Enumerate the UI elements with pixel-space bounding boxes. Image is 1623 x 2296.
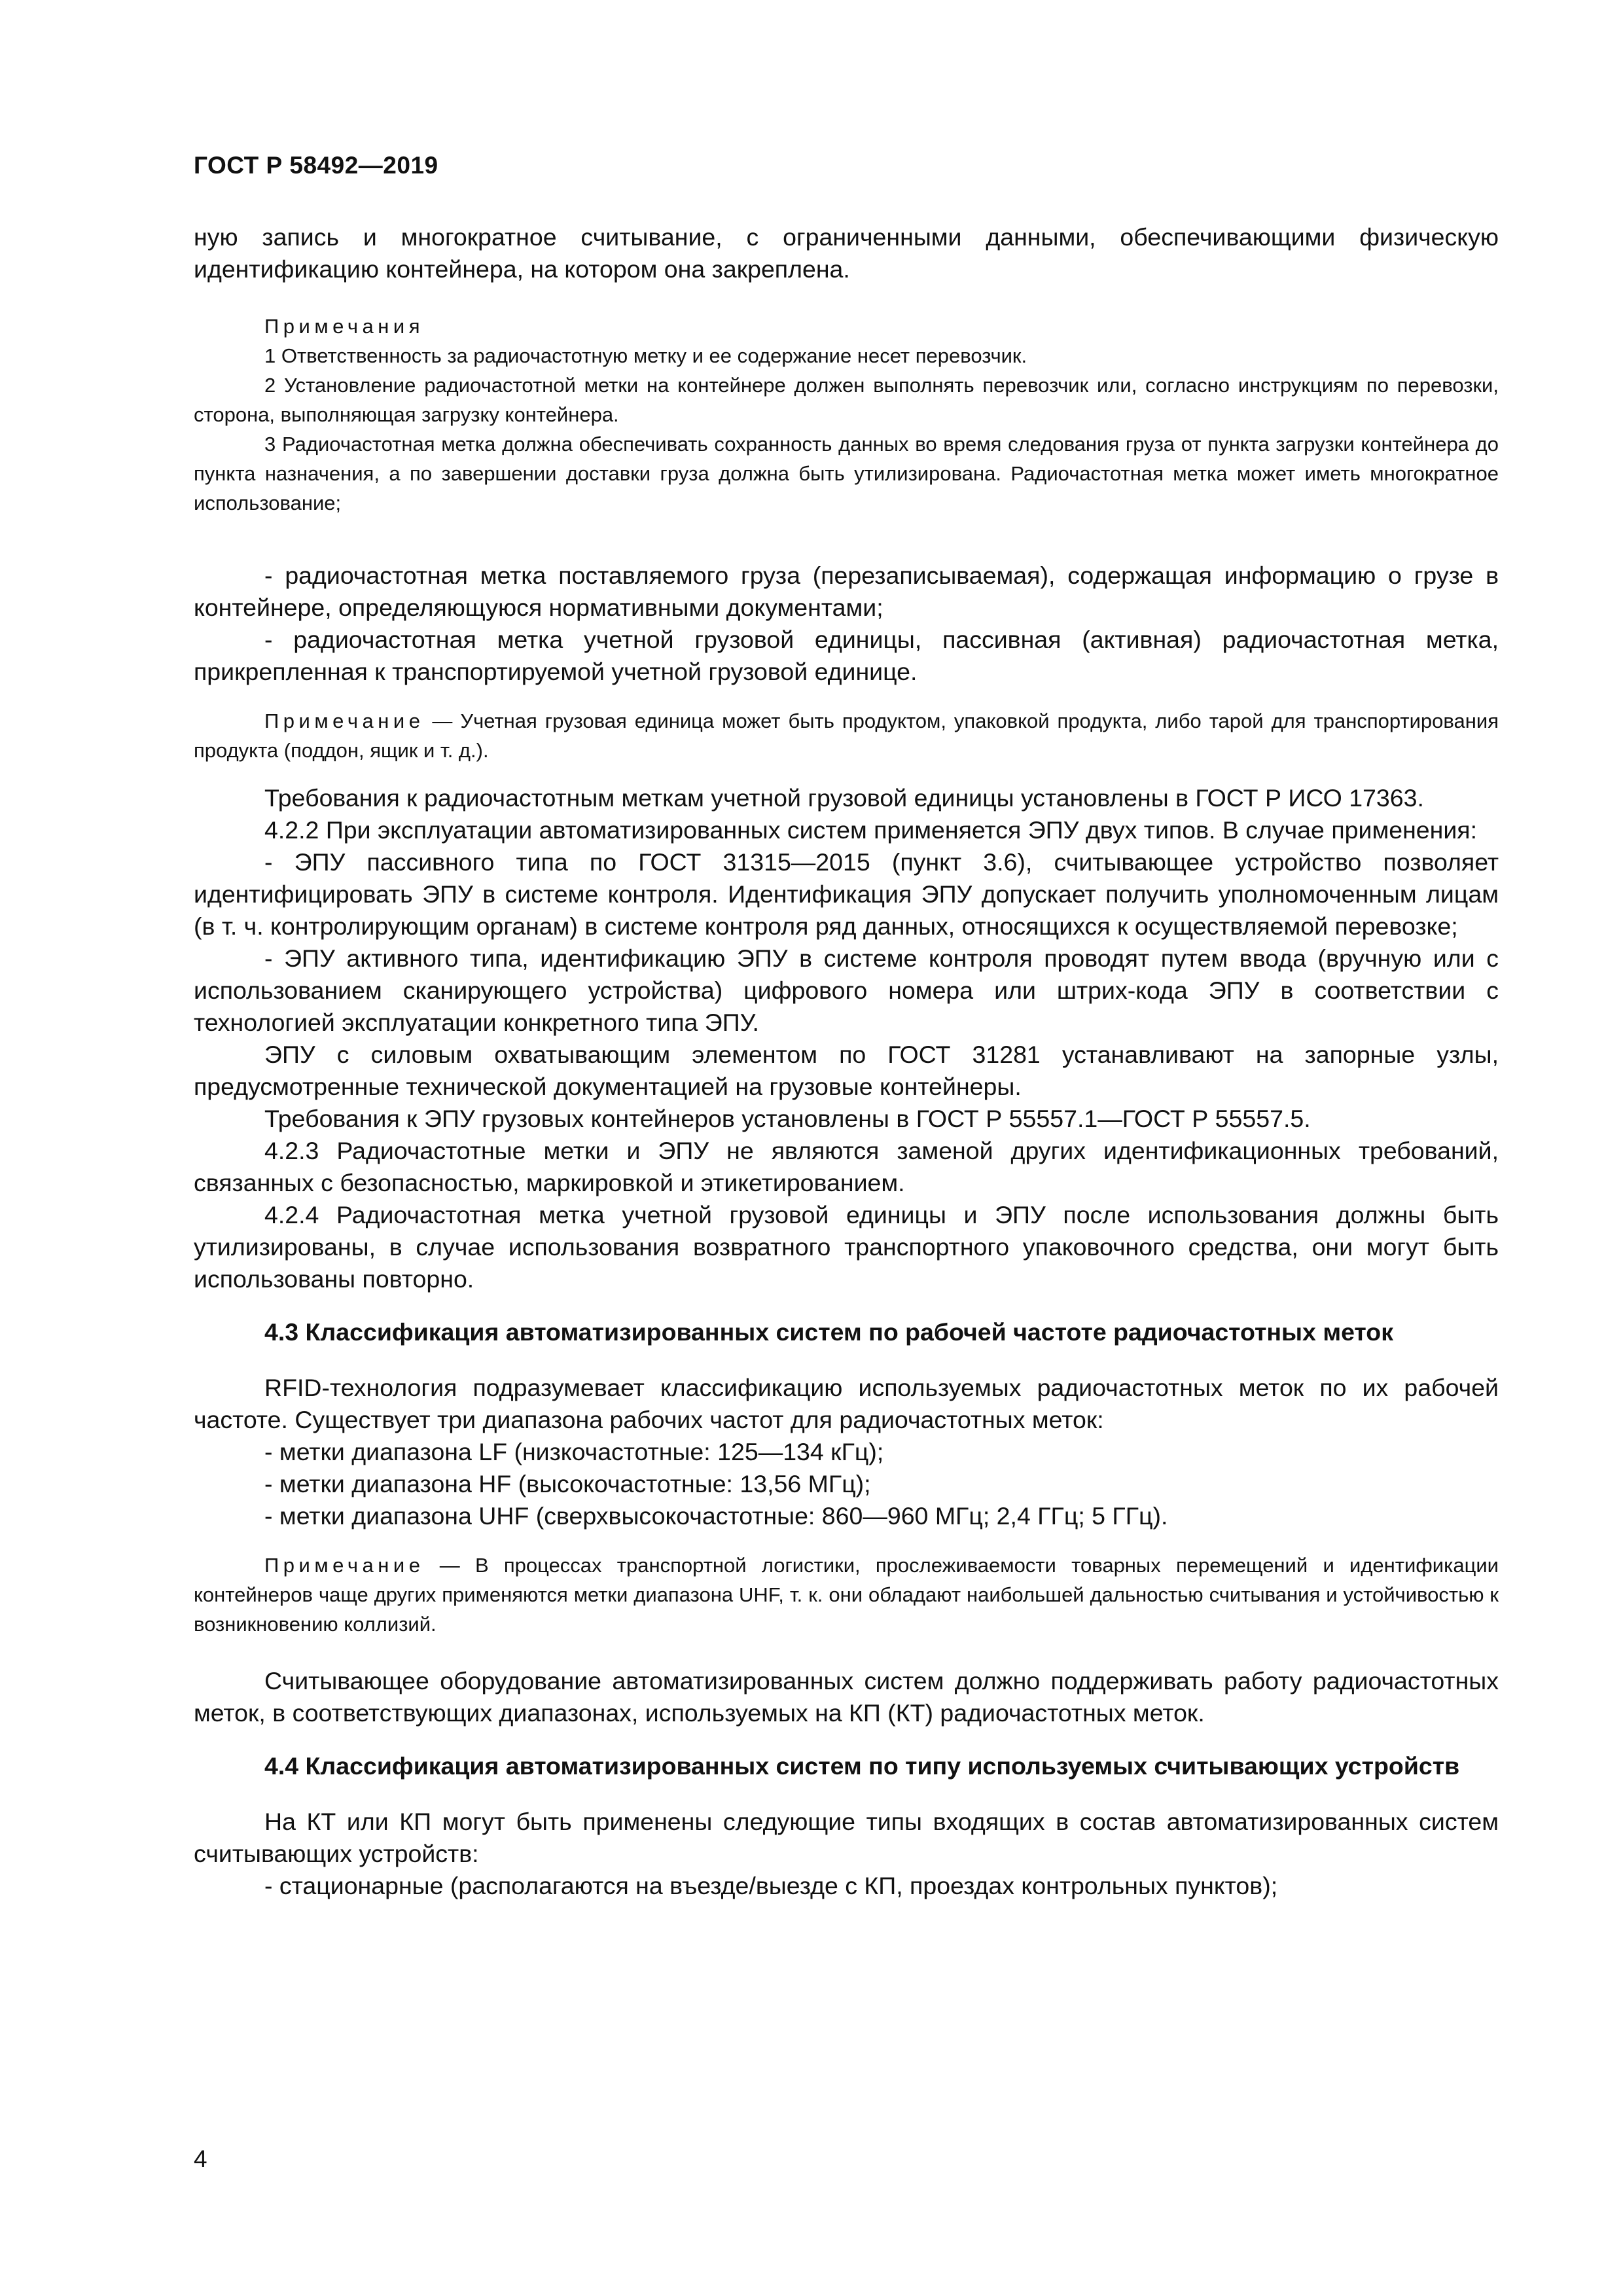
paragraph: ную запись и многократное считывание, с ограниченными данными, обеспечивающими физическую идентификацию контейнера, на котором она закреплена. <box>194 223 1499 283</box>
note-text: — В процессах транспортной логистики, прослеживаемости товарных перемещений и идентификации контейнеров чаще других применяются метки диапазона UHF, т. к. они обладают наибольшей дальностью считывания и устойчивостью к возникновению коллизий. <box>194 1554 1499 1636</box>
document-body <box>194 221 1499 1902</box>
paragraph: ЭПУ с силовым охватывающим элементом по ГОСТ 31281 устанавливают на запорные узлы, предусмотренные технической документацией на грузовые контейнеры. <box>194 1041 1499 1100</box>
paragraph: Требования к ЭПУ грузовых контейнеров установлены в ГОСТ Р 55557.1—ГОСТ Р 55557.5. <box>264 1105 1311 1132</box>
note-text: — Учетная грузовая единица может быть продуктом, упаковкой продукта, либо тарой для транспортирования продукта (поддон, ящик и т. д.). <box>194 709 1499 762</box>
list-item: - метки диапазона UHF (сверхвысокочастотные: 860—960 МГц; 2,4 ГГц; 5 ГГц). <box>264 1502 1168 1530</box>
note-item: 1 Ответственность за радиочастотную метку и ее содержание несет перевозчик. <box>264 344 1027 367</box>
list-item: - радиочастотная метка учетной грузовой единицы, пассивная (активная) радиочастотная метка, прикрепленная к транспортируемой учетной грузовой единице. <box>194 626 1499 685</box>
paragraph: RFID-технология подразумевает классификацию используемых радиочастотных меток по их рабочей частоте. Существует три диапазона рабочих частот для радиочастотных меток: <box>194 1374 1499 1433</box>
paragraph: Требования к радиочастотным меткам учетной грузовой единицы установлены в ГОСТ Р ИСО 17363. <box>264 784 1424 812</box>
list-item: - метки диапазона HF (высокочастотные: 13,56 МГц); <box>264 1470 871 1498</box>
clause-4-2-3: 4.2.3 Радиочастотные метки и ЭПУ не являются заменой других идентификационных требований, связанных с безопасностью, маркировкой и этикетированием. <box>194 1137 1499 1196</box>
section-heading-4-3: 4.3 Классификация автоматизированных систем по рабочей частоте радиочастотных меток <box>264 1318 1393 1346</box>
note-item: 2 Установление радиочастотной метки на контейнере должен выполнять перевозчик или, согласно инструкциям по перевозки, сторона, выполняющая загрузку контейнера. <box>194 374 1499 426</box>
list-item: - ЭПУ пассивного типа по ГОСТ 31315—2015 (пункт 3.6), считывающее устройство позволяет идентифицировать ЭПУ в системе контроля. Идентификация ЭПУ допускает получить уполномоченным лицам (в т. ч. контролирующим органам) в системе контроля ряд данных, относящихся к осуществляемой перевозке; <box>194 848 1499 940</box>
note-paragraph <box>194 706 1499 765</box>
list-item: - ЭПУ активного типа, идентификацию ЭПУ в системе контроля проводят путем ввода (вручную или с использованием сканирующего устройства) цифрового номера или штрих-кода ЭПУ в соответствии с технологией эксплуатации конкретного типа ЭПУ. <box>194 944 1499 1036</box>
clause-4-2-4: 4.2.4 Радиочастотная метка учетной грузовой единицы и ЭПУ после использования должны быть утилизированы, в случае использования возвратного транспортного упаковочного средства, они могут быть использованы повторно. <box>194 1201 1499 1293</box>
note-label: Примечание <box>264 1554 425 1577</box>
notes-title: Примечания <box>264 315 424 338</box>
paragraph: На КТ или КП могут быть применены следующие типы входящих в состав автоматизированных систем считывающих устройств: <box>194 1808 1499 1867</box>
list-item: - метки диапазона LF (низкочастотные: 125—134 кГц); <box>264 1438 884 1465</box>
document-header: ГОСТ Р 58492—2019 <box>194 152 438 179</box>
page-number: 4 <box>194 2145 207 2172</box>
clause-4-2-2: 4.2.2 При эксплуатации автоматизированных систем применяется ЭПУ двух типов. В случае применения: <box>264 816 1478 844</box>
section-heading-4-4: 4.4 Классификация автоматизированных систем по типу используемых считывающих устройств <box>264 1752 1460 1780</box>
note-item: 3 Радиочастотная метка должна обеспечивать сохранность данных во время следования груза от пункта загрузки контейнера до пункта назначения, а по завершении доставки груза должна быть утилизирована. Радиочастотная метка может иметь многократное использование; <box>194 433 1499 514</box>
paragraph: Считывающее оборудование автоматизированных систем должно поддерживать работу радиочастотных меток, в соответствующих диапазонах, используемых на КП (КТ) радиочастотных меток. <box>194 1667 1499 1727</box>
list-item: - стационарные (располагаются на въезде/выезде с КП, проездах контрольных пунктов); <box>264 1872 1278 1899</box>
note-paragraph <box>194 1551 1499 1639</box>
list-item: - радиочастотная метка поставляемого груза (перезаписываемая), содержащая информацию о грузе в контейнере, определяющуюся нормативными документами; <box>194 562 1499 621</box>
note-label: Примечание <box>264 709 425 732</box>
